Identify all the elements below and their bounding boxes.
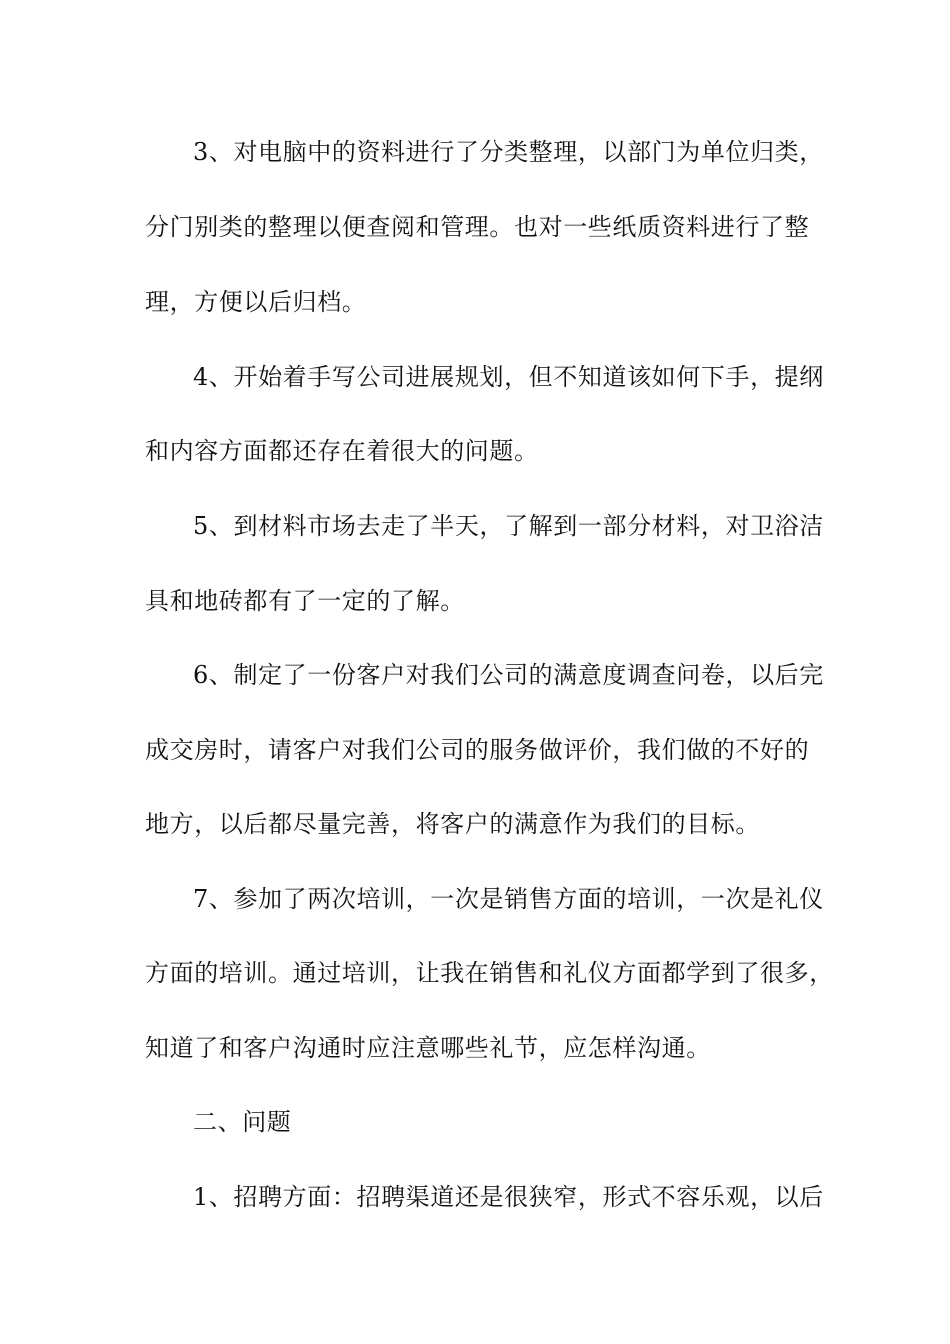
- paragraph-5-line-2: 具和地砖都有了一定的了解。: [145, 587, 465, 615]
- paragraph-7-line-1: 7、参加了两次培训，一次是销售方面的培训，一次是礼仪: [193, 885, 824, 913]
- paragraph-5-line-1: 5、到材料市场去走了半天，了解到一部分材料，对卫浴洁: [193, 512, 824, 540]
- paragraph-7-line-2: 方面的培训。通过培训，让我在销售和礼仪方面都学到了很多，: [145, 959, 834, 987]
- paragraph-3-line-2: 分门别类的整理以便查阅和管理。也对一些纸质资料进行了整: [145, 213, 810, 241]
- paragraph-4-line-2: 和内容方面都还存在着很大的问题。: [145, 437, 539, 465]
- paragraph-6-line-2: 成交房时，请客户对我们公司的服务做评价，我们做的不好的: [145, 736, 810, 764]
- paragraph-7-line-3: 知道了和客户沟通时应注意哪些礼节，应怎样沟通。: [145, 1034, 711, 1062]
- paragraph-6-line-1: 6、制定了一份客户对我们公司的满意度调查问卷，以后完: [193, 661, 824, 689]
- section-heading-problems: 二、问题: [193, 1108, 292, 1136]
- paragraph-3-line-1: 3、对电脑中的资料进行了分类整理，以部门为单位归类，: [193, 138, 824, 166]
- problem-1-line-1: 1、招聘方面：招聘渠道还是很狭窄，形式不容乐观，以后: [193, 1183, 824, 1211]
- paragraph-6-line-3: 地方，以后都尽量完善，将客户的满意作为我们的目标。: [145, 810, 760, 838]
- paragraph-3-line-3: 理，方便以后归档。: [145, 288, 367, 316]
- paragraph-4-line-1: 4、开始着手写公司进展规划，但不知道该如何下手，提纲: [193, 363, 824, 391]
